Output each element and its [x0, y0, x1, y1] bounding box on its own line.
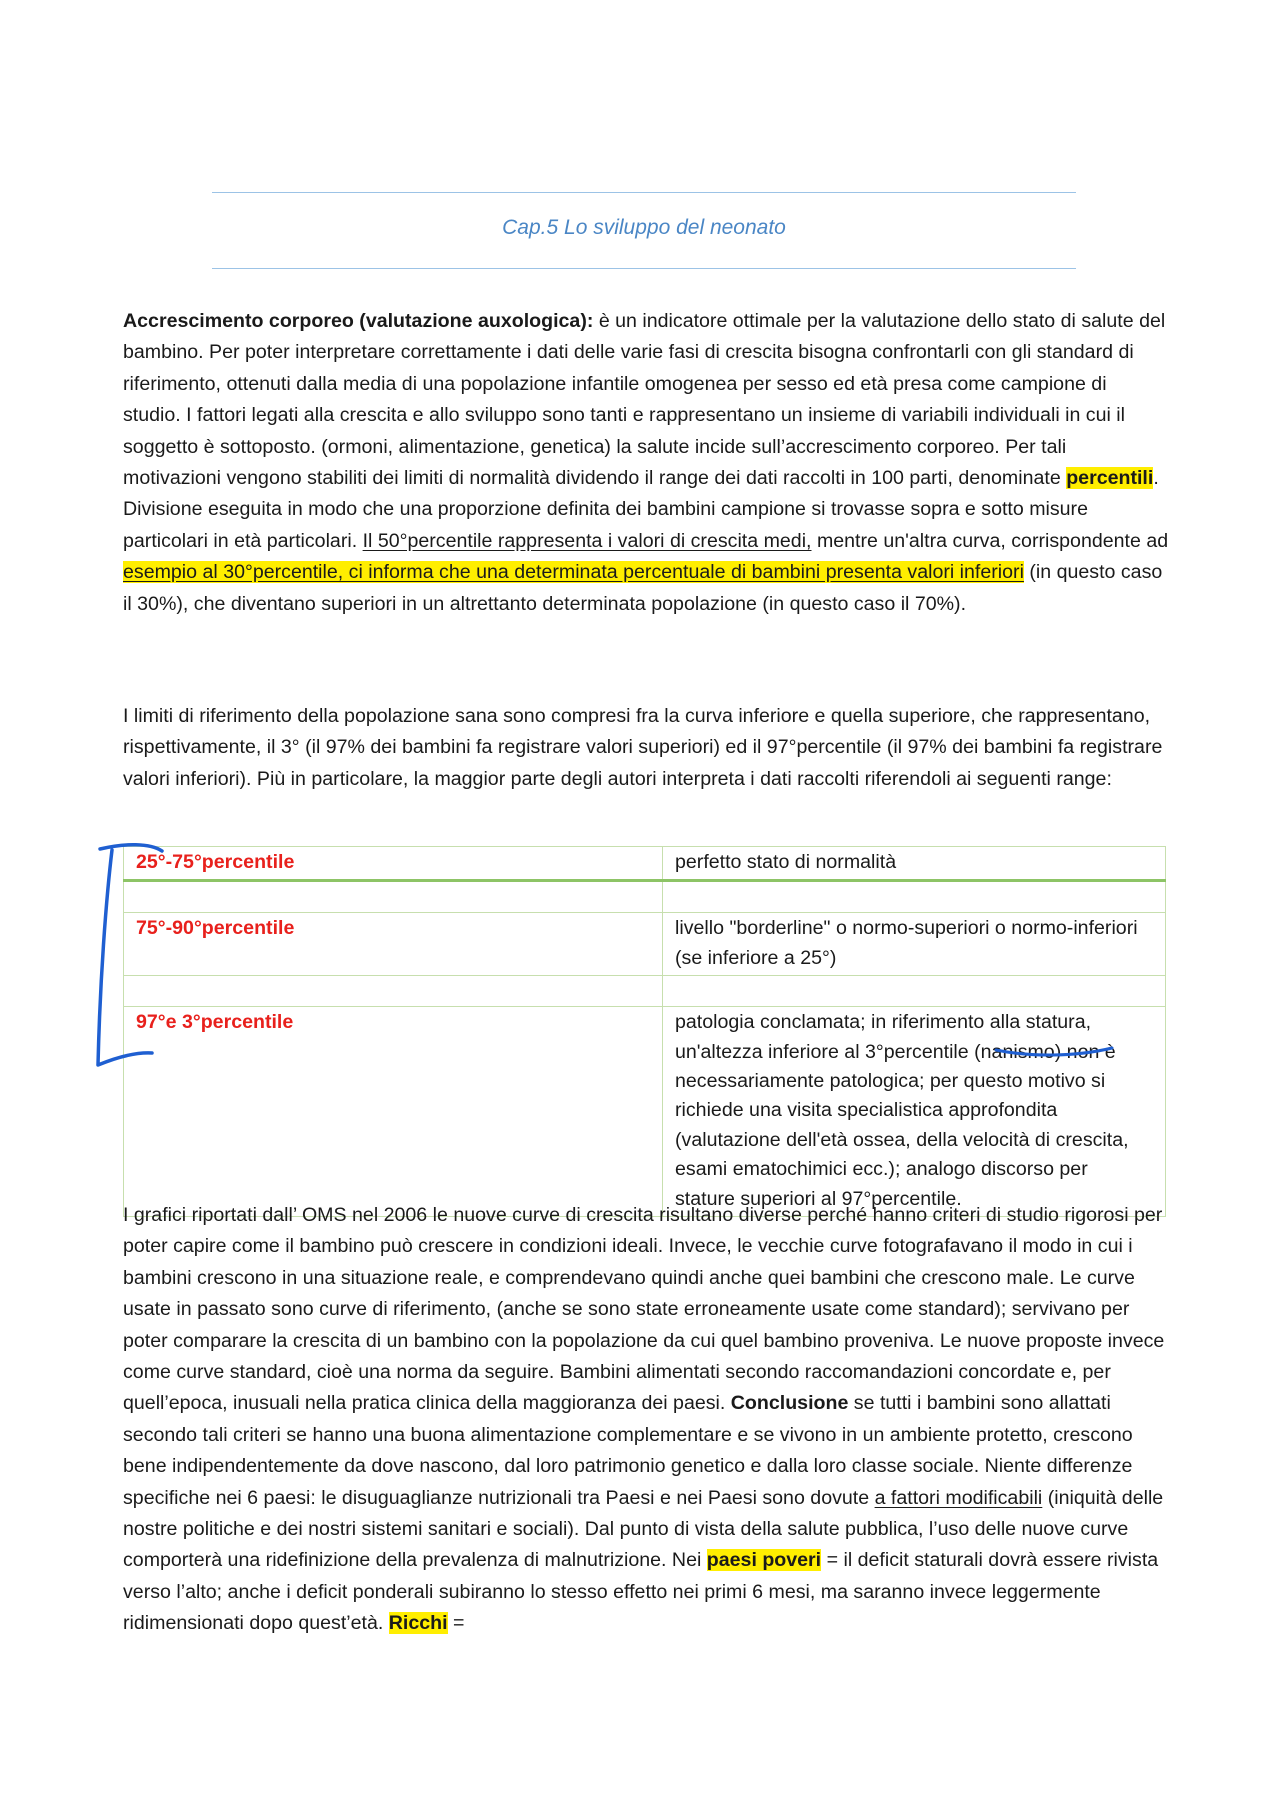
underline-50-percentile: Il 50°percentile rappresenta i valori di crescita medi,	[362, 529, 812, 552]
text-run: = il deficit staturali dovrà essere rivista verso l’alto; anche i deficit ponderali subiranno lo stesso effetto nei primi 6 mesi, ma saranno invece leggermente ridimensionati dopo quest’età.	[123, 1549, 1159, 1635]
table-row	[124, 847, 1166, 881]
meaning-cell: perfetto stato di normalità	[663, 847, 1166, 881]
percentile-ranges-table	[123, 846, 1166, 1217]
text-run: se tutti i bambini sono allattati secondo tali criteri se hanno una buona alimentazione complementare e se vivono in un ambiente protetto, crescono bene indipendentemente da dove nascono, dal loro patrimonio genetico e dalla loro classe sociale. Niente differenze specifiche nei 6 paesi: le disuguaglianze nutrizionali tra Paesi e nei Paesi sono dovute	[123, 1392, 1133, 1509]
meaning-cell: livello "borderline" o normo-superiori o normo-inferiori (se inferiore a 25°)	[663, 913, 1166, 976]
text-run: (in questo caso il 30%), che diventano superiori in un altrettanto determinata popolazione (in questo caso il 70%).	[123, 561, 1163, 615]
underline-fattori: a fattori modificabili	[874, 1486, 1043, 1509]
text-run: . Divisione eseguita in modo che una proporzione definita dei bambini campione si trovasse sopra e sotto misure particolari in età particolari.	[123, 467, 1159, 552]
range-cell: 25°-75°percentile	[124, 847, 663, 881]
header-bottom-rule	[212, 268, 1076, 269]
highlight-paesi-poveri: paesi poveri	[706, 1549, 822, 1572]
table-row-empty	[124, 881, 1166, 913]
highlight-30-percentile: esempio al 30°percentile, ci informa che una determinata percentuale di bambini presenta valori inferiori	[123, 561, 1024, 584]
header-top-rule	[212, 192, 1076, 193]
text-run: I grafici riportati dall’ OMS nel 2006 le nuove curve di crescita risultano diverse perché hanno criteri di studio rigorosi per poter capire come il bambino può crescere in condizioni ideali. Invece, le vecchie curve fotografavano il modo in cui i bambini crescono in una situazione reale, e comprendevano quindi anche quei bambini che crescono male. Le curve usate in passato sono curve di riferimento, (anche se sono state erroneamente usate come standard); servivano per poter comparare la crescita di un bambino con la popolazione da cui quel bambino proveniva. Le nuove proposte invece come curve standard, cioè una norma da seguire. Bambini alimentati secondo raccomandazioni concordate e, per quell’epoca, inusuali nella pratica clinica della maggioranza dei paesi.	[123, 1204, 1165, 1415]
paragraph-oms	[123, 1200, 1169, 1640]
highlight-ricchi: Ricchi	[388, 1612, 448, 1635]
table-row	[124, 913, 1166, 976]
text-run: è un indicatore ottimale per la valutazione dello stato di salute del bambino. Per poter interpretare correttamente i dati delle varie fasi di crescita bisogna confrontarli con gli standard di riferimento, ottenuti dalla media di una popolazione infantile omogenea per sesso ed età presa come campione di studio. I fattori legati alla crescita e allo sviluppo sono tanti e rappresentano un insieme di variabili individuali in cui il soggetto è sottoposto. (ormoni, alimentazione, genetica) la salute incide sull’accrescimento corporeo. Per tali motivazioni vengono stabiliti dei limiti di normalità dividendo il range dei dati raccolti in 100 parti, denominate	[123, 310, 1166, 490]
text-run: =	[447, 1612, 465, 1635]
paragraph-limiti: I limiti di riferimento della popolazione sana sono compresi fra la curva inferiore e quella superiore, che rappresentano, rispettivamente, il 3° (il 97% dei bambini fa registrare valori superiori) ed il 97°percentile (il 97% dei bambini fa registrare valori inferiori). Più in particolare, la maggior parte degli autori interpreta i dati raccolti riferendoli ai seguenti range:	[123, 705, 1163, 790]
bold-conclusione: Conclusione	[730, 1392, 849, 1415]
highlight-percentili: percentili	[1066, 467, 1154, 490]
range-cell: 97°e 3°percentile	[124, 1007, 663, 1217]
paragraph-heading: Accrescimento corporeo (valutazione auxologica):	[123, 310, 594, 332]
table-row-empty	[124, 976, 1166, 1007]
paragraph-accrescimento	[123, 306, 1169, 620]
range-cell: 75°-90°percentile	[124, 913, 663, 976]
text-run: (iniquità delle nostre politiche e dei nostri sistemi sanitari e sociali). Dal punto di vista della salute pubblica, l’uso delle nuove curve comporterà una ridefinizione della prevalenza di malnutrizione. Nei	[123, 1486, 1164, 1572]
meaning-cell: patologia conclamata; in riferimento alla statura, un'altezza inferiore al 3°percentile (nanismo) non è necessariamente patologica; per questo motivo si richiede una visita specialistica approfondita (valutazione dell'età ossea, della velocità di crescita, esami ematochimici ecc.); analogo discorso per stature superiori al 97°percentile.	[663, 1007, 1166, 1217]
chapter-title: Cap.5 Lo sviluppo del neonato	[502, 216, 786, 239]
table-row	[124, 1007, 1166, 1217]
text-run: mentre un'altra curva, corrispondente ad	[811, 529, 1169, 552]
